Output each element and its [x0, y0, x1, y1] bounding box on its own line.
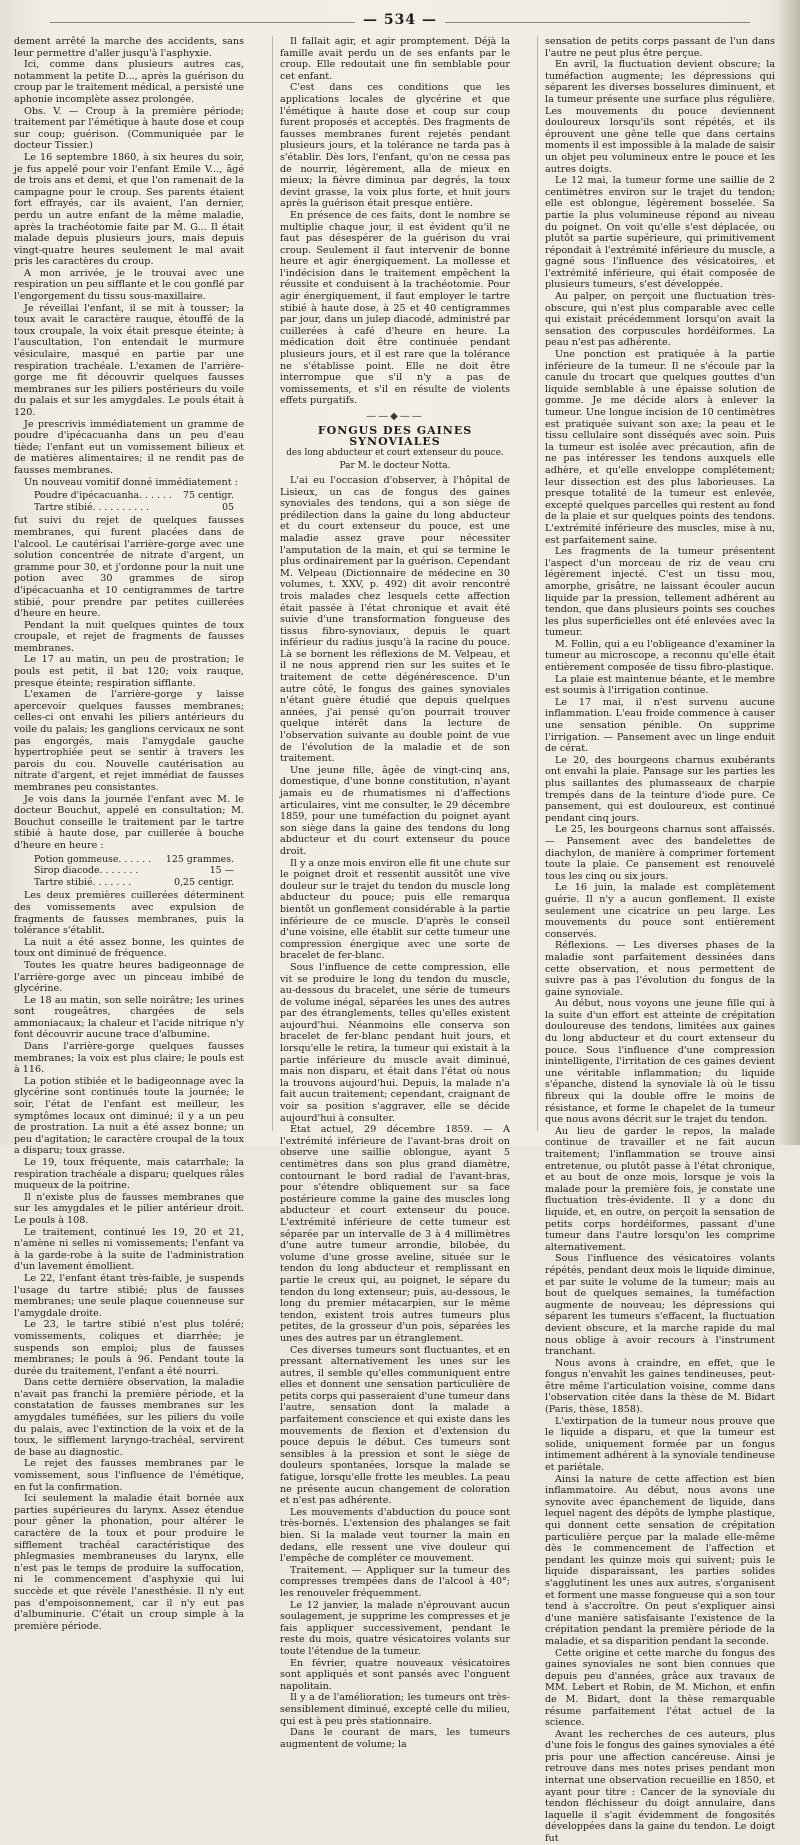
paragraph: Le 18 au matin, son selle noirâtre; les urines sont rougeâtres, chargées de sels ammoniacaux; la chaleur et l'acide nitrique n'y font découvrir aucune trace d'albumine.	[14, 994, 244, 1041]
paragraph: En avril, la fluctuation devient obscure; la tuméfaction augmente; les dépressions qui séparent les diverses bosselures diminuent, et la tumeur présente une surface plus régulière. Les mouvements du pouce deviennent douloureux lorsqu'ils sont répétés, et ils éprouvent une gêne telle que dans certains moments il est impossible à la malade de saisir un objet peu volumineux entre le pouce et les autres doigts.	[545, 59, 775, 175]
ingredient: Potion gommeuse. . . . . .	[34, 853, 152, 865]
paragraph: Toutes les quatre heures badigeonnage de l'arrière-gorge avec un pinceau imbibé de glycérine.	[14, 959, 244, 995]
paragraph: En février, quatre nouveaux vésicatoires sont appliqués et sont pansés avec l'onguent napolitain.	[280, 1657, 510, 1692]
prescription-line	[34, 502, 244, 514]
column-right	[545, 36, 775, 1845]
paragraph: Les mouvements d'abduction du pouce sont très-bornés. L'extension des phalanges se fait bien. Si la malade veut tourner la main en dedans, elle ressent une vive douleur qui l'empêche de compléter ce mouvement.	[280, 1506, 510, 1565]
column-left	[14, 36, 244, 1632]
paragraph: Le 20, des bourgeons charnus exubérants ont envahi la plaie. Pansage sur les parties les plus saillantes des plumasseaux de charpie trempés dans de la teinture d'iode pure. Ce pansement, qui est douloureux, est continué pendant cinq jours.	[545, 754, 775, 824]
paragraph: Au palper, on perçoit une fluctuation très-obscure, qui n'est plus comparable avec celle qui existait précédemment lorsqu'on avait la sensation des corpuscules hordéiformes. La peau n'est pas adhérente.	[545, 291, 775, 349]
paragraph: Le 17 mai, il n'est survenu aucune inflammation. L'eau froide commence à causer une sensation pénible. On supprime l'irrigation. — Pansement avec un linge enduit de cérat.	[545, 696, 775, 755]
paragraph: Le 25, les bourgeons charnus sont affaissés. — Pansement avec des bandelettes de diachylon, de manière à comprimer fortement toute la plaie. Ce pansement est renouvelé tous les cinq ou six jours.	[545, 824, 775, 882]
paragraph: Dans l'arrière-gorge quelques fausses membranes; la voix est plus claire; le pouls est à 116.	[14, 1041, 244, 1076]
column-middle	[280, 36, 510, 1750]
paragraph: Le 16 septembre 1860, à six heures du soir, je fus appelé pour voir l'enfant Emile V..., âgé de trois ans et demi, et que l'on ramenait de la campagne pour le croup. Ses parents étaient fort effrayés, car ils avaient, l'an dernier, perdu un autre enfant de la même maladie, après la trachéotomie faite par M. G... Il était malade depuis plusieurs jours, mais depuis vingt-quatre heures seulement le mal avait pris les caractères du croup.	[14, 151, 244, 268]
prescription-line	[34, 865, 244, 877]
paragraph: Ainsi la nature de cette affection est bien inflammatoire. Au début, nous avons une synovite avec épanchement de liquide, dans lequel nagent des dépôts de lymphe plastique, qui donnent cette sensation de crépitation particulière perçue par la malade elle-même dès le commencement de l'affection et pendant les quinze mois qui suivent; puis le liquide disparaissant, les parties solides s'agglutinent les unes aux autres, s'organisent et forment une masse fongueuse qui a son tour tend à s'accroître. On peut s'expliquer ainsi d'une manière satisfaisante l'existence de la crépitation pendant la première période de la maladie, et sa disparition pendant la seconde.	[545, 1473, 775, 1647]
paragraph: Je prescrivis immédiatement un gramme de poudre d'ipécacuanha dans un peu d'eau tiède; l'enfant eut un vomissement bilieux et de matières alimentaires; il ne rendit pas de fausses membranes.	[14, 418, 244, 476]
paragraph: C'est dans ces conditions que les applications locales de glycérine et que l'émétique à haute dose et coup sur coup furent proposés et acceptés. Des fragments de fausses membranes furent rejetés pendant plusieurs jours, et la tolérance ne tarda pas à s'établir. Dès lors, l'enfant, qu'on ne cessa pas de nourrir, légèrement, alla de mieux en mieux; la fièvre diminua par degrés, la toux devint grasse, la voix plus forte, et huit jours après la guérison était presque entière.	[280, 82, 510, 210]
prescription-1	[34, 490, 244, 513]
prescription-line	[34, 854, 244, 866]
dose: 125 grammes.	[165, 853, 234, 865]
paragraph: A mon arrivée, je le trouvai avec une respiration un peu sifflante et le cou gonflé par l'engorgement du tissu sous-maxillaire.	[14, 267, 244, 303]
section-ornament: ——◆——	[366, 411, 424, 422]
paragraph: Le traitement, continué les 19, 20 et 21, n'amène ni selles ni vomissements; l'enfant va à la garde-robe à la suite de l'administration d'un lavement émollient.	[14, 1226, 244, 1273]
paragraph: Il n'existe plus de fausses membranes que sur les amygdales et le pilier antérieur droit. Le pouls à 108.	[14, 1191, 244, 1226]
column-divider-2	[537, 36, 538, 1131]
paragraph: Au début, nous voyons une jeune fille qui à la suite d'un effort est atteinte de crépitation douloureuse des tendons, limitées aux gaines du long abducteur et du court extenseur du pouce. Sous l'influence d'une compression inintelligente, l'irritation de ces gaines devient une véritable inflammation; du liquide s'épanche, distend la synoviale là où le tissu fibreux qui la double offre le moins de résistance, et forme le chapelet de la tumeur que nous avons décrit sur le trajet du tendon.	[545, 998, 775, 1126]
paragraph: L'examen de l'arrière-gorge y laisse apercevoir quelques fausses membranes; celles-ci ont envahi les piliers antérieurs du voile du palais; les ganglions cervicaux ne sont pas engorgés, mais l'amygdale gauche hypertrophiée peut se sentir à travers les parois du cou. Nouvelle cautérisation au nitrate d'argent, et rejet immédiat de fausses membranes peu consistantes.	[14, 689, 244, 793]
paragraph: En présence de ces faits, dont le nombre se multiplie chaque jour, il est évident qu'il ne faut pas désespérer de la guérison du vrai croup. Seulement il faut intervenir de bonne heure et agir énergiquement. La mollesse et l'indécision dans le traitement empêchent la réussite et conduisent à la trachéotomie. Pour agir énergiquement, il faut employer le tartre stibié à haute dose, à 25 et 40 centigrammes par jour, dans un julep diacodé, administré par cuillerées à café d'heure en heure. La médication doit être continuée pendant plusieurs jours, et il est rare que la tolérance ne s'établisse point. Elle ne doit être interrompue que s'il n'y a pas de vomissements, et s'il en résulte de violents effets purgatifs.	[280, 209, 510, 407]
paragraph: Ici seulement la maladie était bornée aux parties supérieures du larynx. Assez étendue pour gêner la phonation, pour altérer le caractère de la toux et pour produire le sifflement trachéal caractéristique des phlegmasies membraneuses du larynx, elle n'est pas le temps de produire la suffocation, ni le commencement d'asphyxie qui lui succède et que révèle l'anesthésie. Il n'y eut pas d'empoisonnement, car il n'y eut pas d'albuminurie. C'était un croup simple à la première période.	[14, 1493, 244, 1632]
paragraph: Avant les recherches de ces auteurs, plus d'une fois le fongus des gaines synoviales a été pris pour une affection cancéreuse. Ainsi je retrouve dans mes notes prises pendant mon internat une observation recueillie en 1850, et ayant pour titre : Cancer de la synoviale du tendon fléchisseur du doigt annulaire, dans laquelle il s'agit évidemment de fongosités développées dans la gaine du tendon. Le doigt fut	[545, 1728, 775, 1845]
paragraph: fut suivi du rejet de quelques fausses membranes, qui furent placées dans de l'alcool. Le cautérisai l'arrière-gorge avec une solution concentrée de nitrate d'argent, un gramme pour 30, et j'ordonne pour la nuit une potion avec 30 grammes de sirop d'ipécacuanha et 10 centigrammes de tartre stibié, pour prendre par petites cuillerées d'heure en heure.	[14, 515, 244, 620]
dose: 75 centigr.	[183, 490, 234, 502]
paragraph: M. Follin, qui a eu l'obligeance d'examiner la tumeur au microscope, a reconnu qu'elle était entièrement composée de tissu fibro-plastique.	[545, 638, 775, 674]
ingredient: Poudre d'ipécacuanha. . . . . .	[34, 490, 172, 502]
paragraph: Le rejet des fausses membranes par le vomissement, sous l'influence de l'émétique, en fut la confirmation.	[14, 1458, 244, 1493]
page-header	[40, 12, 760, 32]
paragraph: Il fallait agir, et agir promptement. Déjà la famille avait perdu un de ses enfants par le croup. Elle redoutait une fin semblable pour cet enfant.	[280, 36, 510, 82]
paragraph: Le 12 mai, la tumeur forme une saillie de 2 centimètres environ sur le trajet du tendon; elle est oblongue, légèrement bosselée. Sa partie la plus volumineuse répond au niveau du poignet. On voit qu'elle s'est déplacée, ou plutôt sa partie supérieure, qui primitivement répondait à l'extrémité inférieure du muscle, a gagné sous l'influence des vésicatoires, et l'extrémité inférieure, qui était composée de plusieurs tumeurs, s'est développée.	[545, 175, 775, 291]
prescription-line	[34, 490, 244, 502]
paragraph: Il y a onze mois environ elle fit une chute sur le poignet droit et ressentit aussitôt une vive douleur sur le trajet du tendon du muscle long abducteur du pouce; puis elle remarqua bientôt un gonflement considérable à la partie inférieure de ce muscle. D'après le conseil d'une voisine, elle établit sur cette tumeur une compression énergique avec une sorte de bracelet de fer-blanc.	[280, 857, 510, 962]
prescription-2	[34, 854, 244, 889]
paragraph: Les fragments de la tumeur présentent l'aspect d'un morceau de riz de veau cru légèrement injecté. C'est un tissu mou, amorphe, grisâtre, ne laissant écouler aucun liquide par la pression, tellement adhérent au tendon, que dans plusieurs points ses couches les plus superficielles ont été enlevées avec la tumeur.	[545, 546, 775, 639]
paragraph: Une jeune fille, âgée de vingt-cinq ans, domestique, d'une bonne constitution, n'ayant jamais eu de rhumatismes ni d'affections articulaires, vint me consulter, le 29 décembre 1859, pour une tuméfaction du poignet ayant son siège dans la gaine des tendons du long abducteur et du court extenseur du pouce droit.	[280, 764, 510, 857]
paragraph: Ici, comme dans plusieurs autres cas, notamment la petite D..., après la guérison du croup par le traitement médical, a persisté une aphonie incomplète assez prolongée.	[14, 59, 244, 105]
paragraph: Ces diverses tumeurs sont fluctuantes, et en pressant alternativement les unes sur les autres, il semble qu'elles communiquent entre elles et donnent une sensation particulière de petits corps qui passeraient d'une tumeur dans l'autre, sensation dont la malade a parfaitement conscience et qui existe dans les mouvements de flexion et d'extension du pouce depuis le début. Ces tumeurs sont sensibles à la pression et sont le siège de douleurs spontanées, lorsque la malade se fatigue, lorsqu'elle frotte les meubles. La peau ne présente aucun changement de coloration et n'est pas adhérente.	[280, 1344, 510, 1507]
paragraph: La plaie est maintenue béante, et le membre est soumis à l'irrigation continue.	[545, 673, 775, 697]
paragraph: Le 17 au matin, un peu de prostration; le pouls est petit, il bat 120; voix rauque, presque éteinte; respiration sifflante.	[14, 654, 244, 689]
paragraph: Les deux premières cuillerées déterminent des vomissements avec expulsion de fragments de fausses membranes, puis la tolérance s'établit.	[14, 890, 244, 937]
paragraph: Le 22, l'enfant étant très-faible, je suspends l'usage du tartre stibié; plus de fausses membranes; une seule plaque couenneuse sur l'amygdale droite.	[14, 1272, 244, 1319]
paragraph: sensation de petits corps passant de l'un dans l'autre ne peut plus être perçue.	[545, 36, 775, 59]
page-edge-shadow	[778, 0, 800, 1145]
section-author: Par M. le docteur Notta.	[339, 461, 451, 472]
section-subtitle: des long abducteur et court extenseur du pouce.	[286, 447, 504, 458]
paragraph: Je vois dans la journée l'enfant avec M. le docteur Bouchut, appelé en consultation; M. Bouchut conseille le traitement par le tartre stibié à haute dose, par cuillerée à bouche d'heure en heure :	[14, 793, 244, 851]
paragraph: Cette origine et cette marche du fongus des gaines synoviales ne sont bien connues que depuis peu d'années, grâce aux travaux de MM. Lebert et Robin, de M. Michon, et enfin de M. Bidart, dont la thèse remarquable résume parfaitement l'état actuel de la science.	[545, 1647, 775, 1729]
paragraph: L'extirpation de la tumeur nous prouve que le liquide a disparu, et que la tumeur est solide, uniquement formée par un fongus intimement adhérent à la synoviale tendineuse et pariétale.	[545, 1415, 775, 1474]
paragraph: Il y a de l'amélioration; les tumeurs ont très-sensiblement diminué, excepté celle du milieu, qui est à peu près stationnaire.	[280, 1692, 510, 1727]
paragraph: La nuit a été assez bonne, les quintes de toux ont diminué de fréquence.	[14, 936, 244, 960]
paragraph: Un nouveau vomitif donné immédiatement :	[24, 476, 238, 488]
paragraph: Je réveillai l'enfant, il se mit à tousser; la toux avait le caractère rauque, étouffé de la toux croupale, la voix était presque éteinte; à l'auscultation, l'on entendait le murmure vésiculaire, masqué en partie par une respiration trachéale. L'examen de l'arrière-gorge me fit découvrir quelques fausses membranes sur les piliers postérieurs du voile du palais et sur les amygdales. Le pouls était à 120.	[14, 302, 244, 418]
paragraph: Sous l'influence de cette compression, elle vit se produire le long du tendon du muscle, au-dessous du bracelet, une série de tumeurs de volume inégal, séparées les unes des autres par des étranglements, telles qu'elles existent aujourd'hui. Néanmoins elle conserva son bracelet de fer-blanc pendant huit jours, et lorsqu'elle le retira, la tumeur qui existait à la partie inférieure du muscle avait diminué, mais non disparu, et était dans l'état où nous la trouvons aujourd'hui. Depuis, la malade n'a fait aucun traitement; cependant, craignant de voir sa position s'aggraver, elle se décide aujourd'hui à consulter.	[280, 961, 510, 1124]
dose: 05	[222, 501, 234, 513]
observation-heading: Obs. V. — Croup à la première période; traitement par l'émétique à haute dose et coup sur coup; guérison. (Communiquée par le docteur Tissier.)	[14, 105, 244, 152]
paragraph: État actuel, 29 décembre 1859. — A l'extrémité inférieure de l'avant-bras droit on observe une saillie oblongue, ayant 5 centimètres dans son plus grand diamètre, contournant le bord radial de l'avant-bras, pour s'étendre obliquement sur sa face postérieure comme la gaine des muscles long abducteur et court extenseur du pouce. L'extrémité inférieure de cette tumeur est séparée par un intervalle de 3 à 4 millimètres d'une autre tumeur arrondie, bilobée, du volume d'une grosse aveline, située sur le tendon du long abducteur et remplissant en partie le creux qui, au poignet, le sépare du tendon du long extenseur; puis, au-dessous, le long du premier métacarpien, sur le même tendon, existent trois autres tumeurs plus petites, de la grosseur d'un pois, séparées les unes des autres par un étranglement.	[280, 1124, 510, 1344]
paragraph: Nous avons à craindre, en effet, que le fongus n'envahît les gaines tendineuses, peut-être même l'articulation voisine, comme dans l'observation citée dans la thèse de M. Bidart (Paris, thèse, 1858).	[545, 1357, 775, 1416]
paragraph: Sous l'influence des vésicatoires volants répétés, pendant deux mois le liquide diminue, et par suite le volume de la tumeur; mais au bout de quelques semaines, la tuméfaction augmente de nouveau; les dépressions qui séparent les tumeurs s'effacent, la fluctuation devient obscure, et la marche rapide du mal nous oblige à avoir recours à l'instrument tranchant.	[545, 1253, 775, 1358]
paragraph: Réflexions. — Les diverses phases de la maladie sont parfaitement dessinées dans cette observation, et nous permettent de suivre pas à pas l'évolution du fongus de la gaine synoviale.	[545, 940, 775, 998]
ingredient: Tartre stibié. . . . . . . . . .	[34, 501, 150, 513]
page-number: — 534 —	[355, 12, 445, 28]
dose: 0,25 centigr.	[174, 876, 234, 888]
paragraph: L'ai eu l'occasion d'observer, à l'hôpital de Lisieux, un cas de fongus des gaines synoviales des tendons, qui a son siège de prédilection dans la gaine du long abducteur et du court extenseur du pouce, est une maladie assez grave pour nécessiter l'amputation de la main, et qui se termine le plus ordinairement par la guérison. Cependant M. Velpeau (Dictionnaire de médecine en 30 volumes, t. XXV, p. 492) dit avoir rencontré trois malades chez lesquels cette affection était passée à l'état chronique et avait été suivie d'une transformation fongueuse des tissus fibro-synoviaux, depuis le quart inférieur du radius jusqu'à la racine du pouce. Là se bornent les réflexions de M. Velpeau, et il ne nous apprend rien sur les suites et le traitement de cette dégénérescence. D'un autre côté, le fongus des gaines synoviales n'étant guère étudié que depuis quelques années, j'ai pensé qu'on pourrait trouver quelque intérêt dans la lecture de l'observation suivante au double point de vue de l'évolution de la maladie et de son traitement.	[280, 474, 510, 765]
paragraph: La potion stibiée et le badigeonnage avec la glycérine sont continués toute la journée; le soir, l'état de l'enfant est meilleur, les symptômes locaux ont diminué; il y a un peu de prostration. La nuit a été assez bonne; un peu d'agitation; le caractère croupal de la toux a disparu; toux grasse.	[14, 1075, 244, 1157]
column-divider-1	[272, 36, 273, 1131]
paragraph: Traitement. — Appliquer sur la tumeur des compresses trempées dans de l'alcool à 40°; les renouveler fréquemment.	[280, 1564, 510, 1599]
paragraph: Le 16 juin, la malade est complètement guérie. Il n'y a aucun gonflement. Il existe seulement une cicatrice un peu large. Les mouvements du pouce sont entièrement conservés.	[545, 882, 775, 940]
dose: 15 —	[209, 865, 234, 877]
paragraph: Le 23, le tartre stibié n'est plus toléré; vomissements, coliques et diarrhée; je suspends son emploi; plus de fausses membranes; le pouls à 96. Pendant toute la durée du traitement, l'enfant a été nourri.	[14, 1319, 244, 1377]
ingredient: Sirop diacode. . . . . . .	[34, 865, 139, 877]
prescription-line	[34, 877, 244, 889]
paragraph: Dans le courant de mars, les tumeurs augmentent de volume; la	[280, 1727, 510, 1750]
paragraph: Pendant la nuit quelques quintes de toux croupale, et rejet de fragments de fausses membranes.	[14, 619, 244, 654]
paragraph: dement arrêté la marche des accidents, sans leur permettre d'aller jusqu'à l'asphyxie.	[14, 36, 244, 59]
section-title: FONGUS DES GAINES SYNOVIALES	[317, 423, 473, 449]
paragraph: Au lieu de garder le repos, la malade continue de travailler et ne fait aucun traitement; l'inflammation se trouve ainsi entretenue, ou plutôt passe à l'état chronique, et au bout de onze mois, lorsque je vois la malade pour la première fois, je constate une fluctuation très-évidente. Il y a donc du liquide, et, en outre, on perçoit la sensation de petits corps hordéiformes, passant d'une tumeur dans l'autre lorsqu'on les comprime alternativement.	[545, 1125, 775, 1253]
paragraph: Une ponction est pratiquée à la partie inférieure de la tumeur. Il ne s'écoule par la canule du trocart que quelques gouttes d'un liquide semblable à une épaisse solution de gomme. Je me décide alors à enlever la tumeur. Une longue incision de 10 centimètres est pratiquée suivant son axe; la peau et le tissu cellulaire sont disséqués avec soin. Puis la tumeur est isolée avec précaution, afin de ne pas intéresser les tendons auxquels elle adhère, et qu'elle enveloppe complétement; leur dissection est des plus laborieuses. La presque totalité de la tumeur est enlevée, excepté quelques parcelles qui restent au fond de la plaie et sur quelques points des tendons. L'extrémité inférieure des muscles, mise à nu, est parfaitement saine.	[545, 349, 775, 546]
paragraph: Le 19, toux fréquente, mais catarrhale; la respiration trachéale a disparu; quelques râles muqueux de la poitrine.	[14, 1157, 244, 1192]
ingredient: Tartre stibié. . . . . . .	[34, 876, 132, 888]
paragraph: Le 12 janvier, la malade n'éprouvant aucun soulagement, je supprime les compresses et je fais appliquer successivement, pendant le reste du mois, quatre vésicatoires volants sur toute l'étendue de la tumeur.	[280, 1599, 510, 1657]
paragraph: Dans cette dernière observation, la maladie n'avait pas franchi la première période, et la constatation de fausses membranes sur les amygdales tuméfiées, sur les piliers du voile du palais, avec l'extinction de la voix et de la toux, le sifflement laryngo-trachéal, servirent de base au diagnostic.	[14, 1377, 244, 1458]
